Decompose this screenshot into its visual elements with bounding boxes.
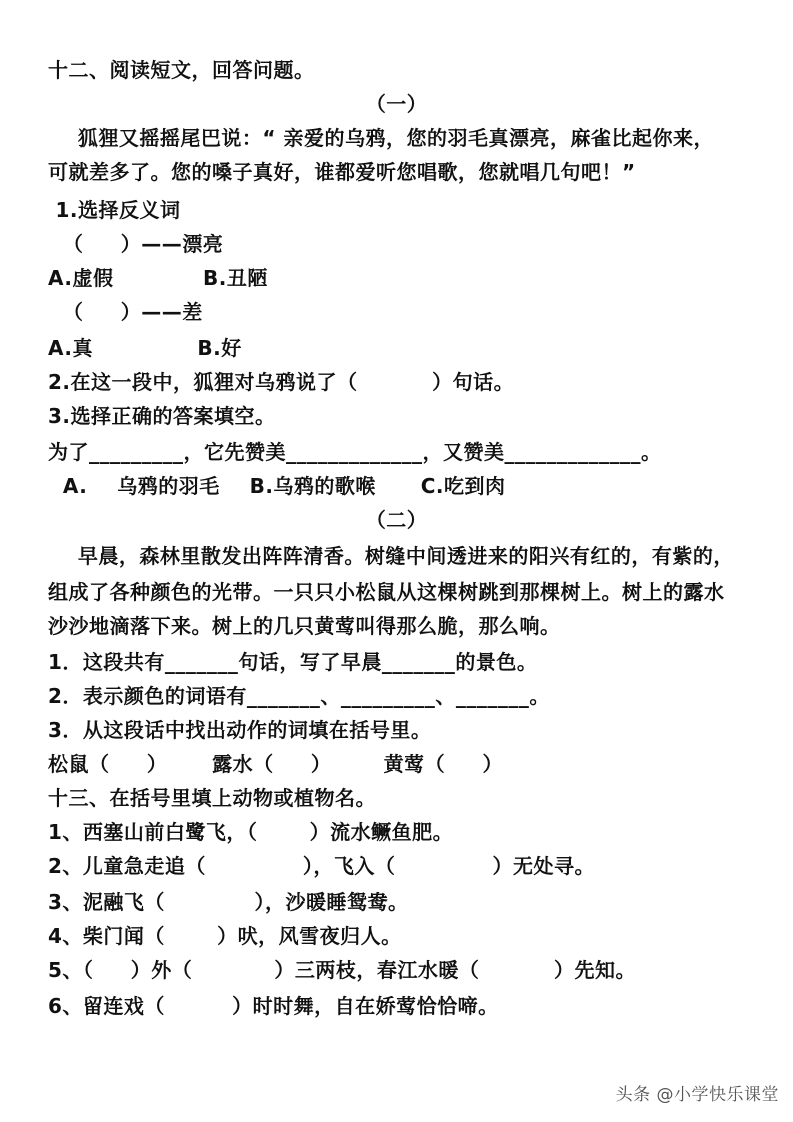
question-2: 2.在这一段中，狐狸对乌鸦说了（ ）句话。 xyxy=(48,370,515,394)
part-2-question-2: 2．表示颜色的词语有_______、_________、_______。 xyxy=(48,684,550,708)
part-1-heading: （一） xyxy=(365,92,428,116)
question-1-title: 1.选择反义词 xyxy=(48,198,181,222)
part-2-question-1: 1．这段共有_______句话，写了早晨_______的景色。 xyxy=(48,650,538,674)
passage-1-line-1: 狐狸又摇摇尾巴说：“ 亲爱的乌鸦，您的羽毛真漂亮，麻雀比起你来， xyxy=(48,126,714,150)
section-13-item-3: 3、泥融飞（ ），沙暖睡鸳鸯。 xyxy=(48,890,409,914)
section-13-item-5: 5、（ ）外（ ）三两枝，春江水暖（ ）先知。 xyxy=(48,958,636,982)
question-1-item-2-options: A.真 B.好 xyxy=(48,336,242,360)
section-13-item-2: 2、儿童急走追（ ），飞入（ ）无处寻。 xyxy=(48,854,595,878)
section-13-item-4: 4、柴门闻（ ）吠，风雪夜归人。 xyxy=(48,924,402,948)
question-1-item-1-options: A.虚假 B.丑陋 xyxy=(48,266,268,290)
section-12-title: 十二、阅读短文，回答问题。 xyxy=(48,58,315,82)
passage-2-line-1: 早晨，森林里散发出阵阵清香。树缝中间透进来的阳兴有红的，有紫的， xyxy=(48,544,734,568)
question-3-options: A. 乌鸦的羽毛 B.乌鸦的歌喉 C.吃到肉 xyxy=(48,474,506,498)
section-13-item-6: 6、留连戏（ ）时时舞，自在娇莺恰恰啼。 xyxy=(48,994,499,1018)
question-3-fill: 为了_________，它先赞美_____________，又赞美_____________。 xyxy=(48,440,662,464)
question-1-item-2: （ ）——差 xyxy=(48,300,203,324)
section-13-title: 十三、在括号里填上动物或植物名。 xyxy=(48,786,376,810)
part-2-question-3-items: 松鼠（ ） 露水（ ） 黄莺（ ） xyxy=(48,752,503,776)
part-2-question-3: 3．从这段话中找出动作的词填在括号里。 xyxy=(48,718,432,742)
question-1-item-1: （ ）——漂亮 xyxy=(48,232,224,256)
section-13-item-1: 1、西塞山前白鹭飞，（ ）流水鳜鱼肥。 xyxy=(48,820,454,844)
passage-1-line-2: 可就差多了。您的嗓子真好，谁都爱听您唱歌，您就唱几句吧！” xyxy=(48,160,636,184)
watermark-text: 头条 @小学快乐课堂 xyxy=(615,1085,779,1105)
question-3-title: 3.选择正确的答案填空。 xyxy=(48,404,276,428)
part-2-heading: （二） xyxy=(365,508,428,532)
passage-2-line-2: 组成了各种颜色的光带。一只只小松鼠从这棵树跳到那棵树上。树上的露水 xyxy=(48,580,725,604)
passage-2-line-3: 沙沙地滴落下来。树上的几只黄莺叫得那么脆，那么响。 xyxy=(48,614,561,638)
